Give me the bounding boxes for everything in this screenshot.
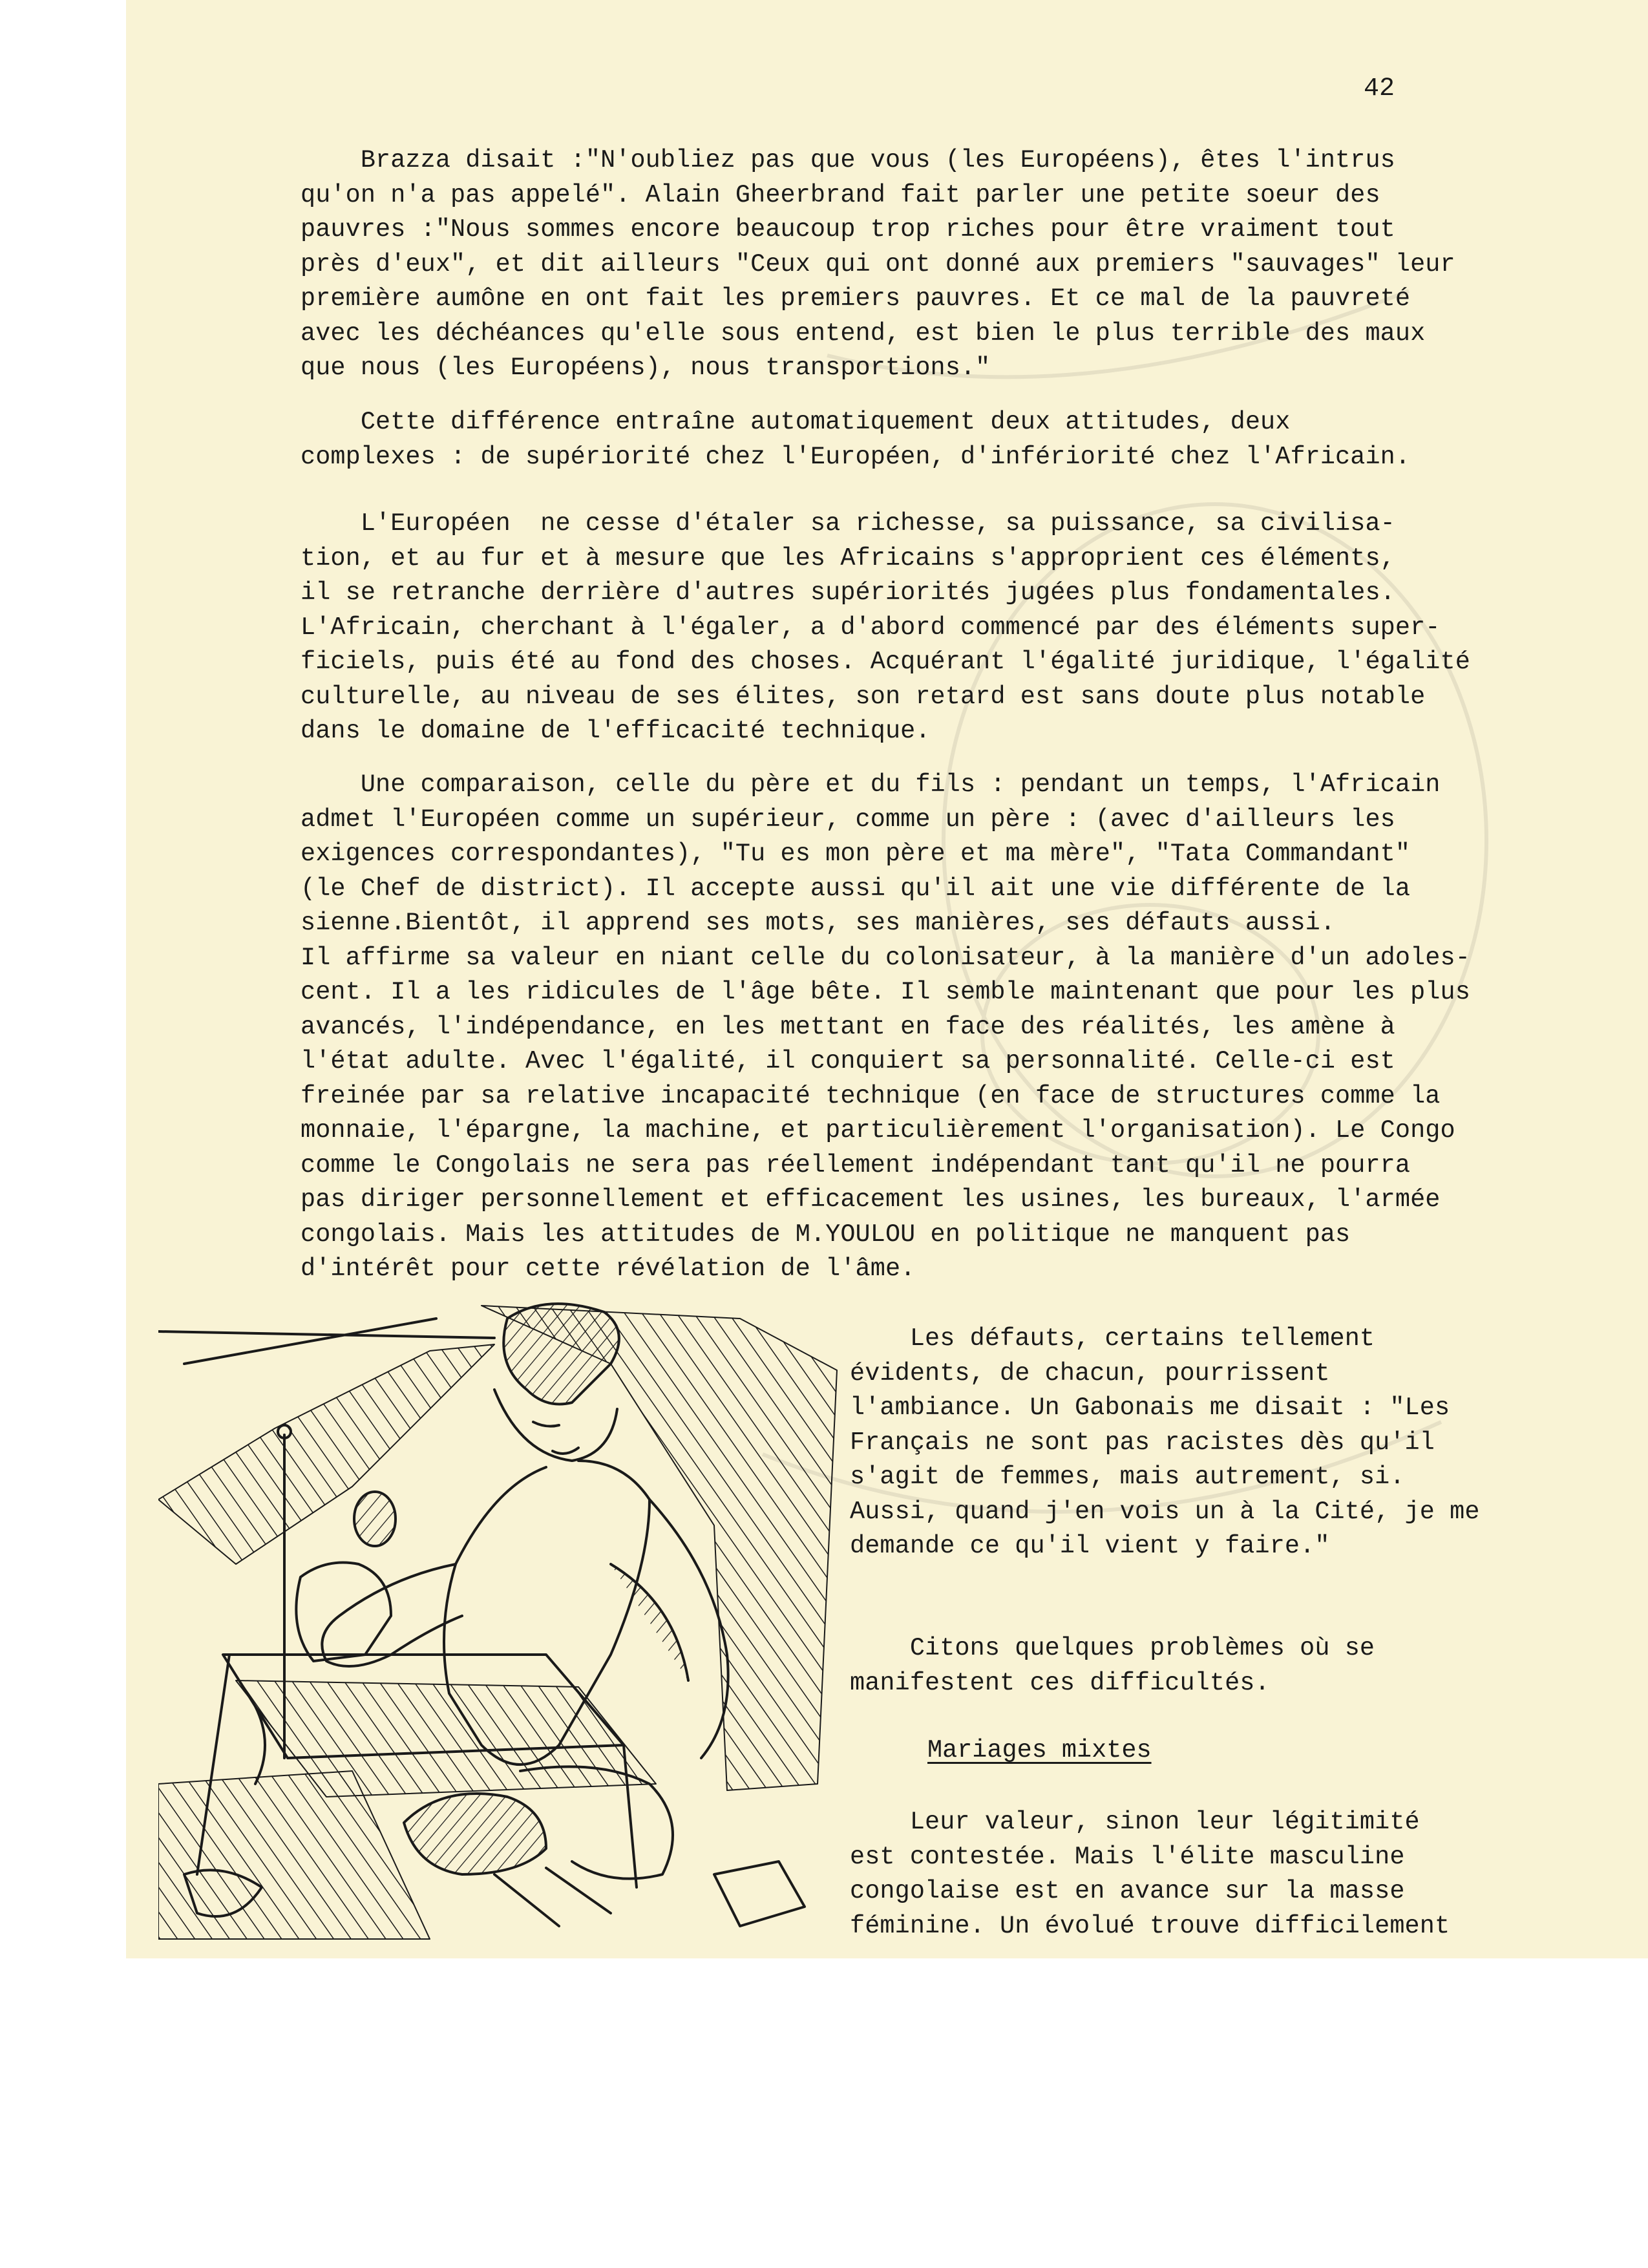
text-line: pauvres :"Nous sommes encore beaucoup trop riches pour être vraiment tout <box>301 215 1395 244</box>
text-line: monnaie, l'épargne, la machine, et particulièrement l'organisation). Le Congo <box>301 1116 1455 1145</box>
text-line: avec les déchéances qu'elle sous entend, est bien le plus terrible des maux <box>301 319 1426 348</box>
text-line: L'Européen ne cesse d'étaler sa richesse, sa puissance, sa civilisa- <box>301 509 1395 538</box>
text-line: que nous (les Européens), nous transportions." <box>301 354 991 382</box>
paragraph-defauts <box>850 1322 1480 1564</box>
text-line: Une comparaison, celle du père et du fils : pendant un temps, l'Africain <box>301 770 1441 799</box>
text-line: exigences correspondantes), "Tu es mon père et ma mère", "Tata Commandant" <box>301 840 1411 868</box>
text-line: avancés, l'indépendance, en les mettant en face des réalités, les amène à <box>301 1012 1395 1041</box>
text-line: culturelle, au niveau de ses élites, son retard est sans doute plus notable <box>301 682 1426 711</box>
text-line: Aussi, quand j'en vois un à la Cité, je me <box>850 1497 1480 1526</box>
text-line: ficiels, puis été au fond des choses. Acquérant l'égalité juridique, l'égalité <box>301 648 1470 676</box>
text-line: dans le domaine de l'efficacité technique. <box>301 717 931 745</box>
paragraph-pere-fils <box>301 768 1470 1287</box>
text-line: est contestée. Mais l'élite masculine <box>850 1842 1405 1871</box>
text-line: comme le Congolais ne sera pas réellement indépendant tant qu'il ne pourra <box>301 1150 1411 1180</box>
text-line: Les défauts, certains tellement <box>850 1324 1375 1353</box>
text-line: pas diriger personnellement et efficacement les usines, les bureaux, l'armée <box>301 1185 1441 1214</box>
text-line: admet l'Européen comme un supérieur, comme un père : (avec d'ailleurs les <box>301 805 1395 834</box>
paragraph-leur-valeur <box>850 1805 1450 1944</box>
text-line: féminine. Un évolué trouve difficilement <box>850 1911 1450 1940</box>
ink-illustration <box>158 1293 840 1945</box>
section-heading-mariages-mixtes: Mariages mixtes <box>927 1736 1152 1765</box>
text-line: près d'eux", et dit ailleurs "Ceux qui ont donné aux premiers "sauvages" leur <box>301 249 1455 279</box>
text-line: Brazza disait :"N'oubliez pas que vous (les Européens), êtes l'intrus <box>301 146 1395 175</box>
text-line: (le Chef de district). Il accepte aussi qu'il ait une vie différente de la <box>301 874 1411 903</box>
text-line: l'ambiance. Un Gabonais me disait : "Les <box>850 1394 1450 1422</box>
text-line: tion, et au fur et à mesure que les Africains s'approprient ces éléments, <box>301 544 1395 573</box>
paragraph-citons <box>850 1631 1375 1701</box>
text-line: d'intérêt pour cette révélation de l'âme. <box>301 1255 916 1283</box>
text-line: sienne.Bientôt, il apprend ses mots, ses manières, ses défauts aussi. <box>301 909 1336 937</box>
text-line: s'agit de femmes, mais autrement, si. <box>850 1463 1405 1491</box>
text-line: freinée par sa relative incapacité technique (en face de structures comme la <box>301 1081 1441 1110</box>
page-number: 42 <box>1364 74 1395 103</box>
text-line: cent. Il a les ridicules de l'âge bête. Il semble maintenant que pour les plus <box>301 978 1470 1006</box>
text-line: Leur valeur, sinon leur légitimité <box>850 1808 1420 1836</box>
text-line: évidents, de chacun, pourrissent <box>850 1359 1330 1388</box>
paragraph-complexes <box>301 405 1410 474</box>
text-line: il se retranche derrière d'autres supériorités jugées plus fondamentales. <box>301 578 1395 607</box>
text-line: demande ce qu'il vient y faire." <box>850 1532 1330 1560</box>
text-line: complexes : de supériorité chez l'Européen, d'infériorité chez l'Africain. <box>301 442 1411 471</box>
paragraph-brazza-quote <box>301 143 1455 386</box>
text-line: congolaise est en avance sur la masse <box>850 1877 1405 1905</box>
paragraph-european-richesse <box>301 507 1470 749</box>
text-line: qu'on n'a pas appelé". Alain Gheerbrand fait parler une petite soeur des <box>301 180 1380 209</box>
text-line: L'Africain, cherchant à l'égaler, a d'abord commencé par des éléments super- <box>301 613 1441 642</box>
text-line: Citons quelques problèmes où se <box>850 1634 1375 1662</box>
text-line: première aumône en ont fait les premiers pauvres. Et ce mal de la pauvreté <box>301 284 1411 313</box>
text-line: congolais. Mais les attitudes de M.YOULOU en politique ne manquent pas <box>301 1220 1351 1249</box>
text-line: Cette différence entraîne automatiquement deux attitudes, deux <box>301 408 1291 436</box>
text-line: l'état adulte. Avec l'égalité, il conquiert sa personnalité. Celle-ci est <box>301 1047 1395 1076</box>
text-line: Français ne sont pas racistes dès qu'il <box>850 1428 1435 1457</box>
text-line: Il affirme sa valeur en niant celle du colonisateur, à la manière d'un adoles- <box>301 943 1470 972</box>
text-line: manifestent ces difficultés. <box>850 1668 1270 1697</box>
